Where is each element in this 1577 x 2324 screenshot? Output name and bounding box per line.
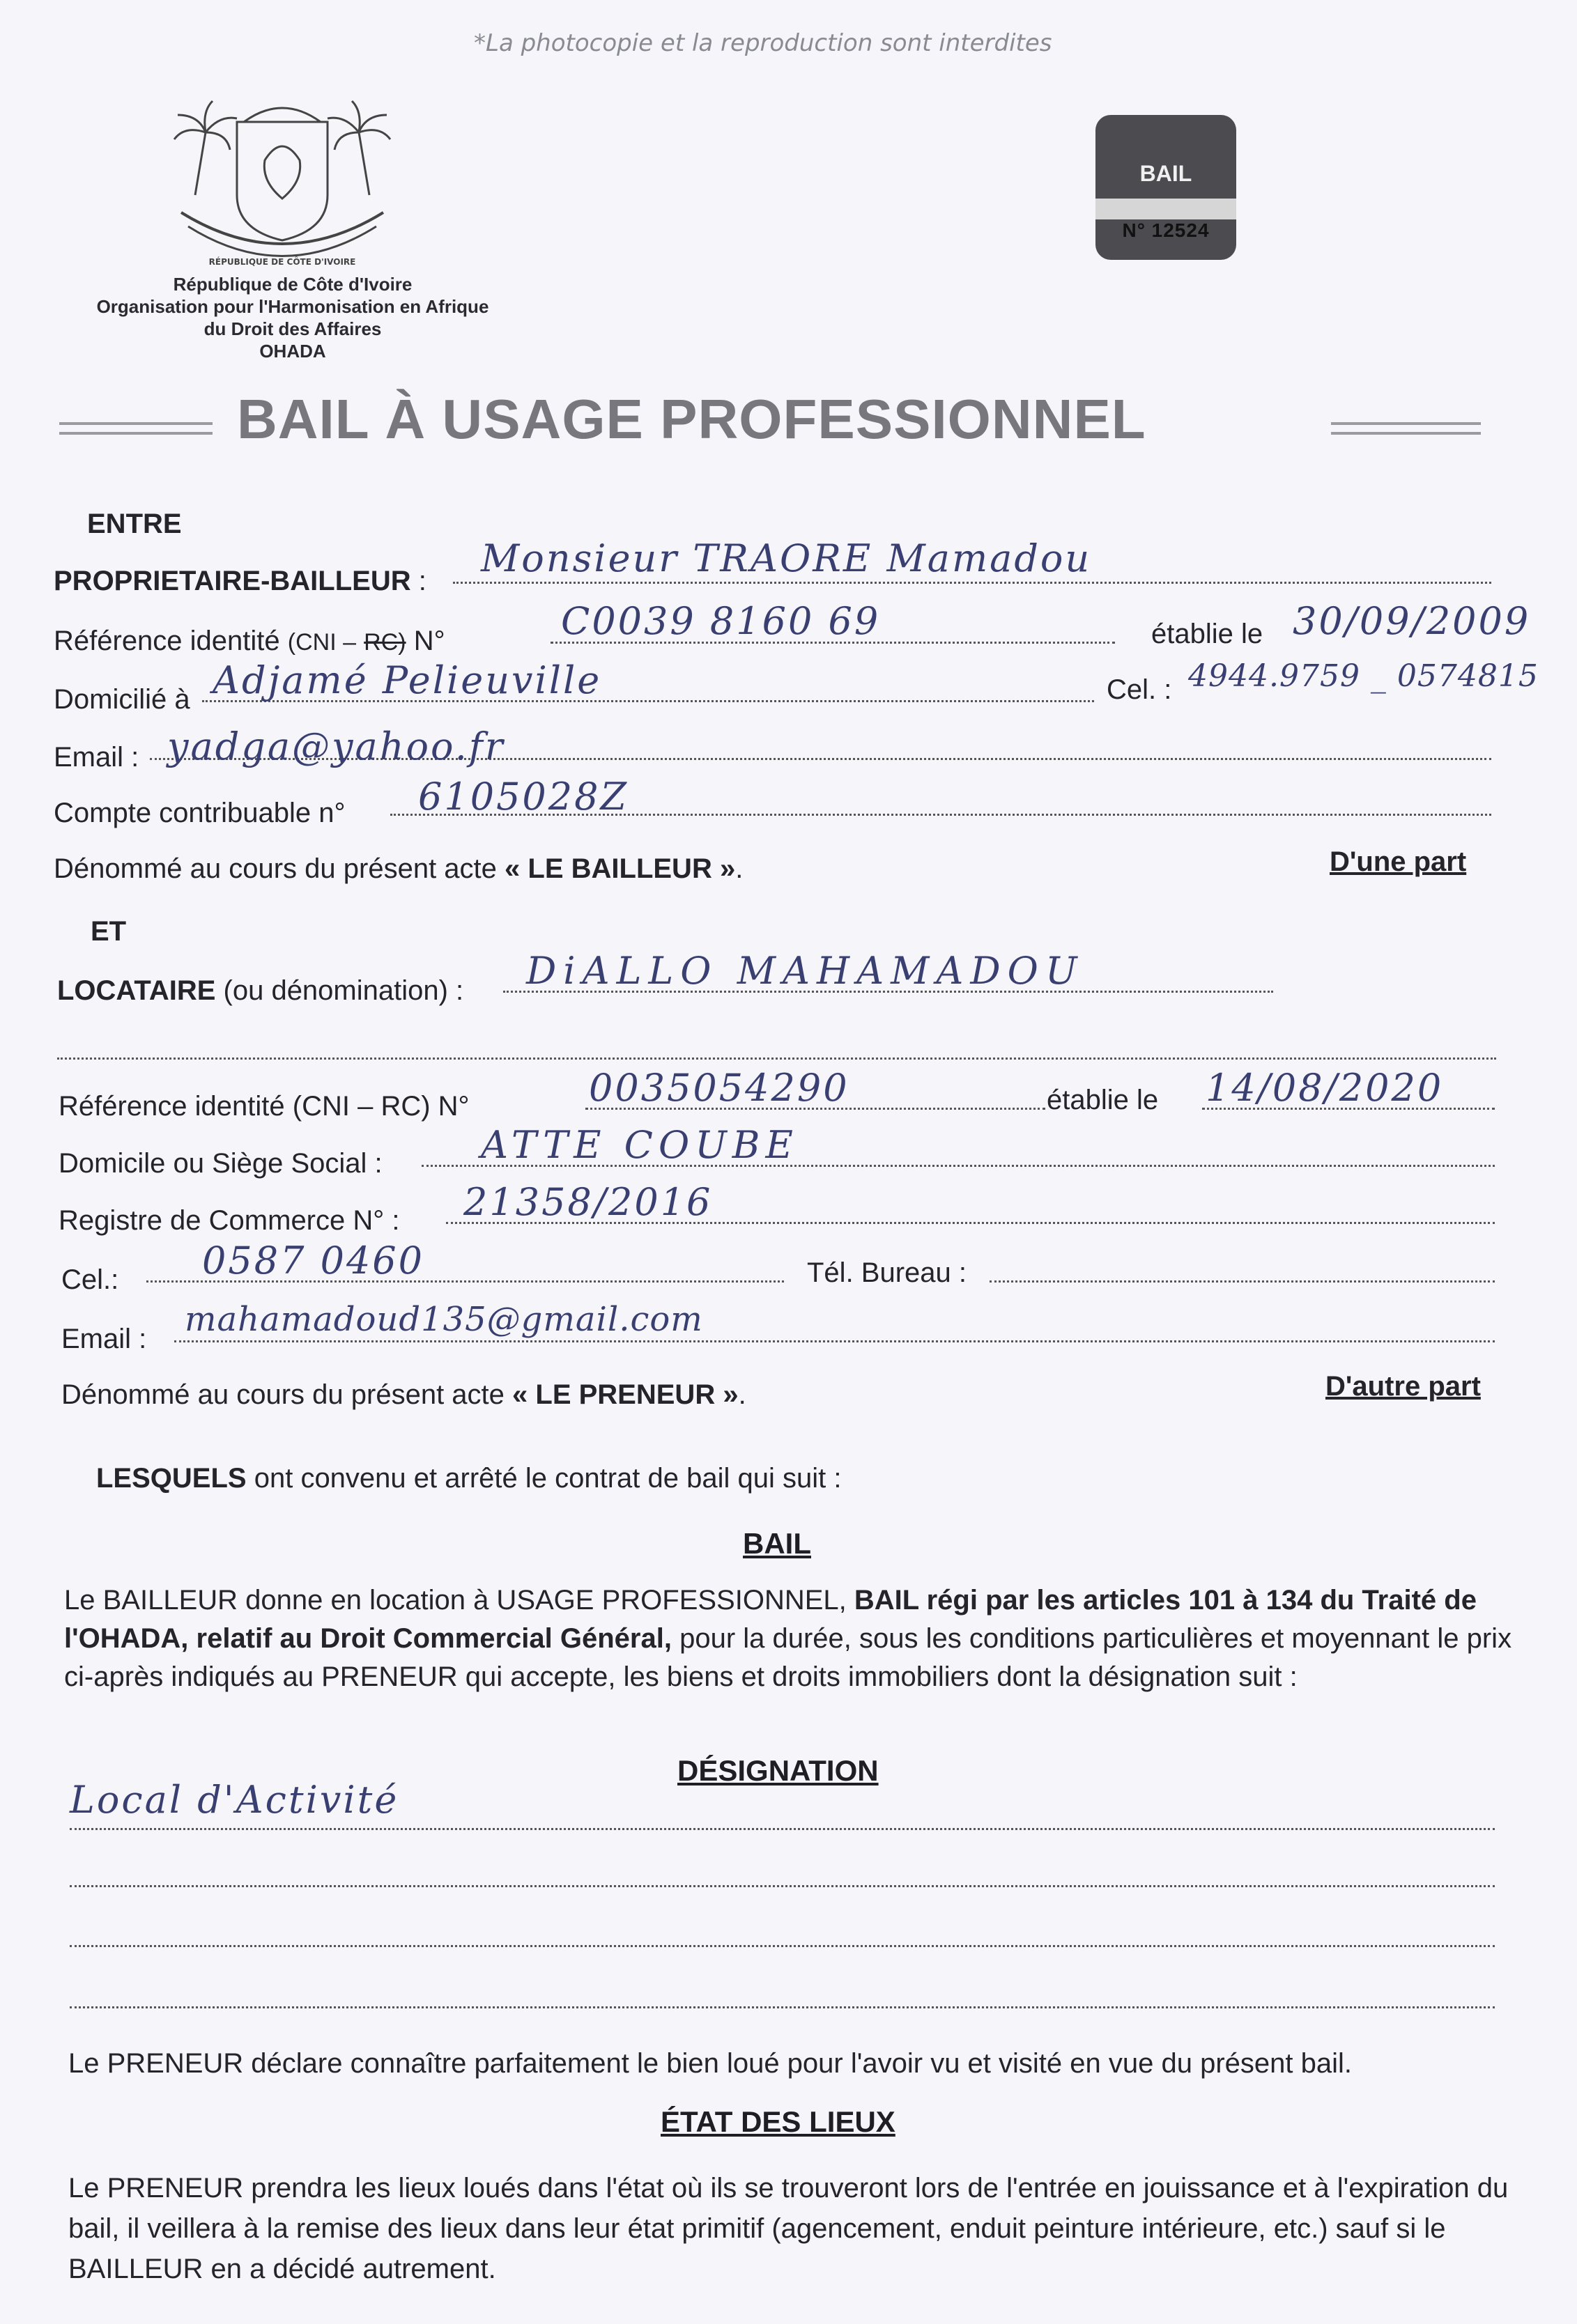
preneur-cel-label: Cel.: [61, 1264, 119, 1295]
bailleur-label: PROPRIETAIRE-BAILLEUR [54, 566, 411, 596]
bailleur-cel-label: Cel. : [1107, 674, 1172, 705]
domicile-label: Domicilié à [54, 684, 190, 715]
preneur-name-value: DiALLO MAHAMADOU [526, 949, 1084, 993]
bailleur-label-row: PROPRIETAIRE-BAILLEUR : [54, 566, 426, 596]
preneur-denomme-row: Dénommé au cours du présent acte « LE PRENEUR ». [61, 1379, 746, 1410]
preneur-registre-label: Registre de Commerce N° : [59, 1205, 400, 1236]
lesquels-bold: LESQUELS [96, 1463, 247, 1494]
denomme-bold: « LE BAILLEUR » [505, 853, 736, 884]
document-title: BAIL À USAGE PROFESSIONNEL [237, 388, 1146, 450]
denomme-text: Dénommé au cours du présent acte [54, 853, 497, 884]
ref-label-no: N° [413, 626, 445, 656]
stamp-label: BAIL [1139, 161, 1192, 186]
bailleur-cel-value: 4944.9759 _ 0574815 [1188, 658, 1539, 694]
org-line: Organisation pour l'Harmonisation en Afrique [96, 296, 489, 317]
org-line: OHADA [259, 341, 326, 362]
designation-line[interactable] [70, 1828, 1495, 1830]
denomme-bold: « LE PRENEUR » [512, 1379, 739, 1410]
emblem-motto: RÉPUBLIQUE DE CÔTE D'IVOIRE [208, 257, 356, 267]
preneur-declare-text: Le PRENEUR déclare connaître parfaitement le bien loué pour l'avoir vu et visité en vue du présent bail. [68, 2048, 1352, 2079]
ref-label-cni: (CNI – [287, 629, 357, 656]
bailleur-etablie-date: 30/09/2009 [1293, 599, 1531, 643]
designation-line[interactable] [70, 1945, 1495, 1947]
lesquels-text: ont convenu et arrêté le contrat de bail qui suit : [254, 1463, 842, 1494]
title-rule-left [59, 432, 213, 435]
bailleur-name-line[interactable] [453, 582, 1491, 584]
designation-value: Local d'Activité [70, 1778, 399, 1822]
title-rule-left [59, 422, 213, 425]
bail-paragraph [64, 1581, 1514, 1696]
bailleur-compte-label: Compte contribuable n° [54, 798, 346, 828]
bail-para-bold: BAIL régi par les articles 101 à 134 du Traité de l'OHADA, relatif au Droit Commercial Général, [64, 1585, 1477, 1654]
ref-label-rc: RC) [364, 629, 406, 656]
bail-heading: BAIL [743, 1527, 811, 1560]
bailleur-ref-row [54, 626, 445, 657]
bailleur-denomme-row: Dénommé au cours du présent acte « LE BAILLEUR ». [54, 853, 744, 884]
title-rule-right [1331, 422, 1481, 425]
bailleur-part-label: D'une part [1330, 846, 1467, 877]
bailleur-ref-value: C0039 8160 69 [561, 599, 881, 643]
preneur-domicile-label: Domicile ou Siège Social : [59, 1148, 383, 1179]
preneur-tel-label: Tél. Bureau : [807, 1257, 967, 1288]
preneur-email-line[interactable] [174, 1340, 1495, 1342]
bailleur-compte-value: 6105028Z [418, 775, 629, 819]
preneur-domicile-value: ATTE COUBE [481, 1123, 799, 1167]
preneur-label-row [57, 975, 463, 1007]
preneur-label-rest: (ou dénomination) : [223, 975, 464, 1006]
coat-of-arms-emblem [167, 91, 397, 279]
reproduction-notice: *La photocopie et la reproduction sont interdites [474, 29, 1052, 57]
preneur-part-label: D'autre part [1325, 1371, 1481, 1402]
ref-label: Référence identité [54, 626, 280, 656]
preneur-tel-line[interactable] [990, 1280, 1495, 1283]
preneur-ref-label: Référence identité (CNI – RC) N° [59, 1091, 470, 1122]
designation-line[interactable] [70, 1885, 1495, 1887]
bail-para-part: pour la durée, sous les conditions particulières et moyennant le prix ci-après indiqués au PRENEUR qui accepte, les biens et droits immobiliers dont la désignation suit : [64, 1623, 1512, 1692]
org-line: République de Côte d'Ivoire [173, 274, 413, 295]
bailleur-domicile-value: Adjamé Pelieuville [213, 658, 602, 702]
title-rule-right [1331, 432, 1481, 435]
preneur-ref-value: 0035054290 [589, 1066, 849, 1110]
denomme-text: Dénommé au cours du présent acte [61, 1379, 505, 1410]
stamp-band [1095, 199, 1236, 219]
preneur-label: LOCATAIRE [57, 975, 216, 1006]
entre-label: ENTRE [87, 509, 182, 539]
preneur-extra-line[interactable] [57, 1058, 1496, 1060]
preneur-email-label: Email : [61, 1324, 147, 1354]
designation-heading: DÉSIGNATION [677, 1754, 879, 1787]
bailleur-email-value: yadga@yahoo.fr [167, 725, 505, 768]
bail-para-part: Le BAILLEUR donne en location à USAGE PROFESSIONNEL, [64, 1585, 847, 1616]
preneur-registre-value: 21358/2016 [463, 1180, 713, 1224]
bailleur-email-label: Email : [54, 742, 139, 773]
bailleur-domicile-label [54, 684, 190, 715]
preneur-cel-value: 0587 0460 [202, 1239, 425, 1283]
bail-security-stamp [1095, 115, 1236, 260]
preneur-email-value: mahamadoud135@gmail.com [185, 1300, 703, 1339]
et-label: ET [91, 916, 127, 947]
preneur-etablie-date: 14/08/2020 [1206, 1066, 1444, 1110]
stamp-number: N° 12524 [1122, 219, 1210, 241]
etat-des-lieux-paragraph: Le PRENEUR prendra les lieux loués dans l'état où ils se trouveront lors de l'entrée en jouissance et à l'expiration du bail, il veillera à la remise des lieux dans leur état primitif (agencement, enduit peinture intérieure, etc.) sauf si le BAILLEUR en a décidé autrement. [68, 2173, 1509, 2284]
bailleur-etablie-label: établie le [1151, 619, 1263, 649]
organization-block [63, 273, 523, 362]
bailleur-name-value: Monsieur TRAORE Mamadou [481, 536, 1092, 580]
org-line: du Droit des Affaires [203, 318, 382, 339]
preneur-etablie-label: établie le [1047, 1085, 1159, 1115]
designation-line[interactable] [70, 2006, 1495, 2008]
etat-des-lieux-heading: ÉTAT DES LIEUX [661, 2105, 895, 2138]
lesquels-row [96, 1463, 841, 1494]
